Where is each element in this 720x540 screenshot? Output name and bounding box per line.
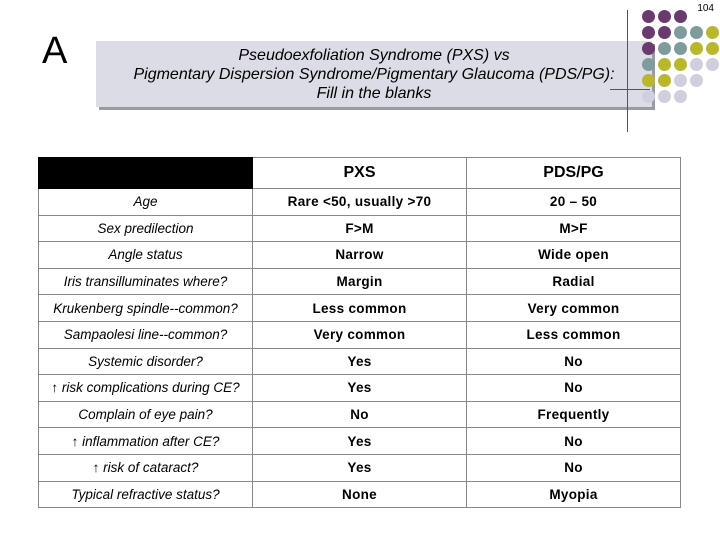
header-pxs: PXS [253, 158, 467, 189]
title-line-3: Fill in the blanks [316, 84, 432, 102]
pds-value: Wide open [467, 242, 681, 269]
table-row [39, 454, 681, 481]
table-row [39, 348, 681, 375]
dot-olive [642, 74, 655, 87]
pxs-value: Yes [253, 428, 467, 455]
row-parameter: Sampaolesi line--common? [39, 321, 253, 348]
page-number: 104 [697, 3, 714, 14]
dot-teal [674, 26, 687, 39]
dot-lavender [674, 74, 687, 87]
row-parameter: ↑ risk of cataract? [39, 454, 253, 481]
pxs-value: Very common [253, 321, 467, 348]
pxs-value: Yes [253, 375, 467, 402]
dot-olive [706, 42, 719, 55]
pds-value: No [467, 348, 681, 375]
table-row [39, 481, 681, 508]
title-line-1: Pseudoexfoliation Syndrome (PXS) vs [238, 46, 510, 64]
pds-value: Radial [467, 268, 681, 295]
pds-value: No [467, 454, 681, 481]
pxs-value: Less common [253, 295, 467, 322]
comparison-table [38, 157, 681, 508]
dot-olive [706, 26, 719, 39]
dot-olive [658, 58, 671, 71]
dot-teal [642, 58, 655, 71]
section-letter: A [42, 30, 68, 72]
pxs-value: Yes [253, 348, 467, 375]
pds-value: Myopia [467, 481, 681, 508]
pxs-value: None [253, 481, 467, 508]
pds-value: No [467, 428, 681, 455]
dot-teal [690, 26, 703, 39]
table-row [39, 295, 681, 322]
header-pds-pg: PDS/PG [467, 158, 681, 189]
table-row [39, 215, 681, 242]
dot-olive [674, 58, 687, 71]
dot-lavender [690, 74, 703, 87]
row-parameter: Sex predilection [39, 215, 253, 242]
dot-purple [642, 10, 655, 23]
dot-purple [642, 26, 655, 39]
divider-vertical [627, 10, 628, 132]
title-line-2: Pigmentary Dispersion Syndrome/Pigmentary Glaucoma (PDS/PG): [133, 65, 615, 83]
dot-lavender [642, 90, 655, 103]
pds-value: Less common [467, 321, 681, 348]
row-parameter: Iris transilluminates where? [39, 268, 253, 295]
dot-lavender [690, 58, 703, 71]
slide-title [96, 41, 652, 107]
header-corner-cell [39, 158, 253, 189]
dot-purple [674, 10, 687, 23]
table-row [39, 375, 681, 402]
pxs-value: Narrow [253, 242, 467, 269]
row-parameter: Complain of eye pain? [39, 401, 253, 428]
dot-lavender [674, 90, 687, 103]
table-row [39, 321, 681, 348]
dot-purple [658, 10, 671, 23]
table-row [39, 428, 681, 455]
pds-value: 20 – 50 [467, 189, 681, 216]
dot-purple [642, 42, 655, 55]
dot-lavender [706, 58, 719, 71]
row-parameter: ↑ inflammation after CE? [39, 428, 253, 455]
row-parameter: ↑ risk complications during CE? [39, 375, 253, 402]
table-row [39, 268, 681, 295]
pxs-value: Yes [253, 454, 467, 481]
row-parameter: Typical refractive status? [39, 481, 253, 508]
row-parameter: Age [39, 189, 253, 216]
dot-teal [658, 42, 671, 55]
row-parameter: Systemic disorder? [39, 348, 253, 375]
pxs-value: F>M [253, 215, 467, 242]
pxs-value: No [253, 401, 467, 428]
table-row [39, 401, 681, 428]
table-row [39, 242, 681, 269]
pxs-value: Margin [253, 268, 467, 295]
dot-purple [658, 26, 671, 39]
pds-value: M>F [467, 215, 681, 242]
dot-lavender [658, 90, 671, 103]
dot-teal [674, 42, 687, 55]
dot-olive [690, 42, 703, 55]
table-header-row [39, 158, 681, 189]
pds-value: No [467, 375, 681, 402]
pds-value: Very common [467, 295, 681, 322]
row-parameter: Angle status [39, 242, 253, 269]
pxs-value: Rare <50, usually >70 [253, 189, 467, 216]
pds-value: Frequently [467, 401, 681, 428]
dot-olive [658, 74, 671, 87]
row-parameter: Krukenberg spindle--common? [39, 295, 253, 322]
decorative-dot-grid [642, 10, 720, 140]
table-row [39, 189, 681, 216]
